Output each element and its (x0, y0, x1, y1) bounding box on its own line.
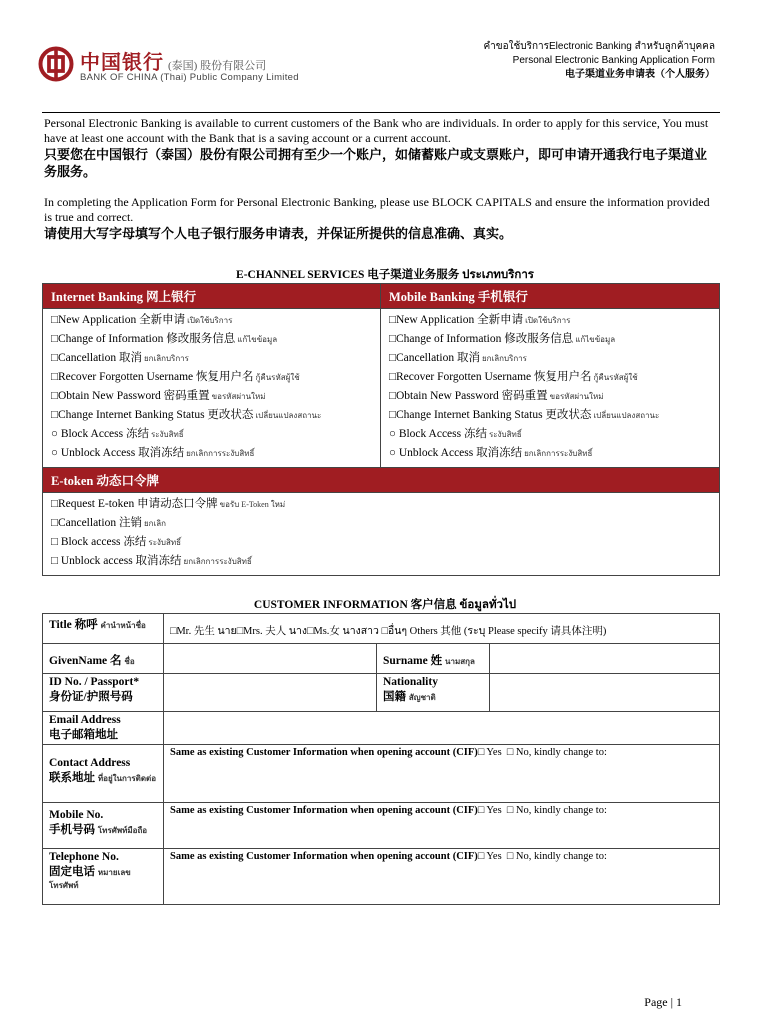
intro-paragraph-1 (44, 116, 714, 180)
email-field[interactable] (164, 712, 720, 745)
option-label-th: เปลี่ยนแปลงสถานะ (591, 411, 660, 420)
contact-address-label: Contact Address 联系地址 ที่อยู่ในการติดต่อ (43, 745, 164, 803)
option-label-th: เปิดใช้บริการ (523, 316, 571, 325)
internet-banking-option[interactable] (51, 406, 372, 425)
option-label-th: ระงับสิทธิ์ (486, 430, 522, 439)
given-name-label: GivenName 名 ชื่อ (43, 644, 164, 674)
option-label-th: ขอรับ E-Token ใหม่ (217, 500, 286, 509)
mobile-banking-options (381, 309, 720, 468)
header-divider (42, 112, 720, 113)
option-label: □Cancellation 取消 (51, 352, 142, 364)
option-label: □ Unblock access 取消冻结 (51, 555, 182, 567)
option-label-th: กู้คืนรหัสผู้ใช้ (591, 373, 638, 382)
option-label: □Recover Forgotten Username 恢复用户名 (389, 371, 592, 383)
option-label: □New Application 全新申请 (51, 314, 186, 326)
option-label-th: ขอรหัสผ่านใหม่ (209, 392, 266, 401)
option-label-th: แก้ไขข้อมูล (235, 335, 278, 344)
etoken-options (43, 493, 720, 576)
page-number: Page | 1 (644, 995, 682, 1009)
internet-banking-option[interactable] (51, 425, 372, 444)
id-field[interactable] (164, 674, 377, 712)
option-label: □ Block access 冻结 (51, 536, 147, 548)
form-title-cn: 电子渠道业务申请表（个人服务） (565, 69, 715, 80)
mobile-banking-option[interactable] (389, 368, 711, 387)
option-label: □Change Internet Banking Status 更改状态 (389, 409, 592, 421)
form-title (483, 40, 715, 82)
option-label-th: ระงับสิทธิ์ (148, 430, 184, 439)
email-label: Email Address 电子邮箱地址 (43, 712, 164, 745)
option-label: □Change Internet Banking Status 更改状态 (51, 409, 254, 421)
mobile-banking-header: Mobile Banking 手机银行 (381, 284, 720, 309)
surname-label: Surname 姓 นามสกุล (377, 644, 490, 674)
brand-name-cn-sub: (泰国) 股份有限公司 (168, 60, 267, 72)
option-label-th: ขอรหัสผ่านใหม่ (547, 392, 604, 401)
internet-banking-option[interactable] (51, 330, 372, 349)
customer-info-title: CUSTOMER INFORMATION 客户信息 ข้อมูลทั่วไป (253, 599, 517, 611)
given-name-field[interactable] (164, 644, 377, 674)
title-label: Title 称呼 คำนำหน้าชื่อ (43, 614, 164, 644)
option-label-th: แก้ไขข้อมูล (573, 335, 616, 344)
intro-p2-en: In completing the Application Form for Personal Electronic Banking, please use BLOCK CAPITALS and ensure the information provided is true and correct. (44, 195, 710, 224)
mobile-banking-option[interactable] (389, 330, 711, 349)
option-label-th: เปลี่ยนแปลงสถานะ (253, 411, 322, 420)
option-label: □Cancellation 注销 (51, 517, 142, 529)
option-label-th: กู้คืนรหัสผู้ใช้ (253, 373, 300, 382)
etoken-option[interactable] (51, 552, 711, 571)
brand-name-en: BANK OF CHINA (Thai) Public Company Limited (80, 72, 299, 83)
etoken-option[interactable] (51, 514, 711, 533)
mobile-label: Mobile No. 手机号码 โทรศัพท์มือถือ (43, 803, 164, 849)
intro-p1-cn: 只要您在中国银行（泰国）股份有限公司拥有至少一个账户，如储蓄账户或支票账户，即可申请开通我行电子渠道业务服务。 (44, 147, 708, 179)
option-label: □Recover Forgotten Username 恢复用户名 (51, 371, 254, 383)
internet-banking-option[interactable] (51, 444, 372, 463)
intro-p2-cn: 请使用大写字母填写个人电子银行服务申请表，并保证所提供的信息准确、真实。 (44, 226, 513, 241)
etoken-option[interactable] (51, 495, 711, 514)
internet-banking-option[interactable] (51, 349, 372, 368)
id-label: ID No. / Passport* 身份证/护照号码 (43, 674, 164, 712)
option-label-th: ยกเลิกบริการ (479, 354, 527, 363)
option-label-th: ยกเลิกการระงับสิทธิ์ (522, 449, 593, 458)
option-label-th: ยกเลิกการระงับสิทธิ์ (184, 449, 255, 458)
option-label-th: ยกเลิกการระงับสิทธิ์ (181, 557, 252, 566)
nationality-field[interactable] (490, 674, 720, 712)
echannel-table (42, 283, 720, 576)
option-label-th: ยกเลิก (141, 519, 166, 528)
title-options[interactable]: □Mr. 先生 นาย□Mrs. 夫人 นาง□Ms.女 นางสาว □อื่นๆ Others 其他 (ระบุ Please specify 请具体注明) (164, 614, 720, 644)
internet-banking-options (43, 309, 381, 468)
echannel-section-title: E-CHANNEL SERVICES 电子渠道业务服务 ประเภทบริการ (236, 269, 534, 281)
telephone-label: Telephone No. 固定电话 หมายเลข โทรศัพท์ (43, 849, 164, 905)
option-label-th: เปิดใช้บริการ (185, 316, 233, 325)
option-label: □Obtain New Password 密码重置 (389, 390, 548, 402)
internet-banking-header: Internet Banking 网上银行 (43, 284, 381, 309)
surname-field[interactable] (490, 644, 720, 674)
option-label: □Change of Information 修改服务信息 (389, 333, 574, 345)
option-label-th: ระงับสิทธิ์ (146, 538, 182, 547)
option-label: ○ Unblock Access 取消冻结 (51, 447, 185, 459)
internet-banking-option[interactable] (51, 311, 372, 330)
option-label: □New Application 全新申请 (389, 314, 524, 326)
etoken-option[interactable] (51, 533, 711, 552)
nationality-label: Nationality 国籍 สัญชาติ (377, 674, 490, 712)
mobile-banking-option[interactable] (389, 349, 711, 368)
option-label: ○ Unblock Access 取消冻结 (389, 447, 523, 459)
mobile-banking-option[interactable] (389, 444, 711, 463)
contact-address-field[interactable]: Same as existing Customer Information when opening account (CIF)□ Yes □ No, kindly change to: (164, 745, 720, 803)
intro-p1-en: Personal Electronic Banking is available to current customers of the Bank who are individuals. In order to apply for this service, You must have at least one account with the Bank that is a saving account or a current account. (44, 116, 709, 145)
option-label: ○ Block Access 冻结 (389, 428, 487, 440)
mobile-banking-option[interactable] (389, 406, 711, 425)
mobile-banking-option[interactable] (389, 311, 711, 330)
option-label: ○ Block Access 冻结 (51, 428, 149, 440)
form-title-th: คำขอใช้บริการElectronic Banking สำหรับลูกค้าบุคคล (483, 41, 715, 52)
option-label: □Request E-token 申请动态口令牌 (51, 498, 218, 510)
mobile-banking-option[interactable] (389, 425, 711, 444)
mobile-field[interactable]: Same as existing Customer Information when opening account (CIF)□ Yes □ No, kindly change to: (164, 803, 720, 849)
option-label: □Obtain New Password 密码重置 (51, 390, 210, 402)
bank-of-china-logo (38, 46, 74, 82)
etoken-header: E-token 动态口令牌 (43, 468, 720, 493)
form-title-en: Personal Electronic Banking Application Form (512, 55, 715, 66)
brand-name-cn: 中国银行 (泰国) 股份有限公司 (80, 52, 267, 74)
mobile-banking-option[interactable] (389, 387, 711, 406)
internet-banking-option[interactable] (51, 368, 372, 387)
customer-info-table (42, 613, 720, 905)
option-label-th: ยกเลิกบริการ (141, 354, 189, 363)
option-label: □Cancellation 取消 (389, 352, 480, 364)
option-label: □Change of Information 修改服务信息 (51, 333, 236, 345)
intro-paragraph-2 (44, 195, 714, 242)
telephone-field[interactable]: Same as existing Customer Information when opening account (CIF)□ Yes □ No, kindly change to: (164, 849, 720, 905)
internet-banking-option[interactable] (51, 387, 372, 406)
